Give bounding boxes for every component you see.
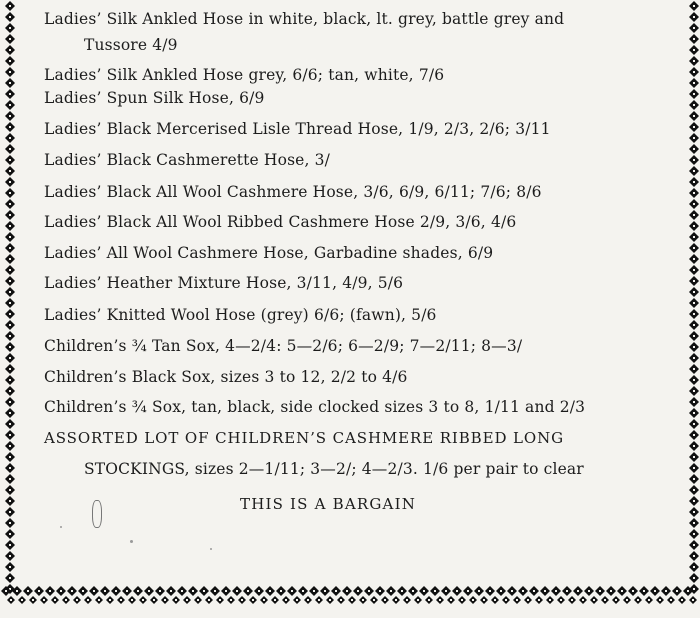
border-diamond-hole [478,590,480,592]
border-diamond-hole [241,599,243,601]
border-diamond-hole [693,93,695,95]
list-item: Ladies’ Heather Mixture Hose, 3/11, 4/9, 5/6 [44,274,404,292]
border-diamond-hole [76,599,78,601]
border-diamond-hole [351,599,353,601]
border-diamond-hole [384,599,386,601]
list-item: Ladies’ Spun Silk Hose, 6/9 [44,89,265,107]
border-diamond-hole [302,590,304,592]
border-diamond-hole [32,599,34,601]
border-diamond-hole [472,599,474,601]
border-diamond-hole [9,434,11,436]
border-diamond-hole [693,555,695,557]
border-diamond-hole [9,555,11,557]
border-diamond-hole [5,590,7,592]
border-diamond-hole [9,258,11,260]
border-diamond-hole [164,599,166,601]
border-diamond-hole [9,71,11,73]
border-diamond-hole [43,599,45,601]
border-diamond-hole [693,456,695,458]
border-diamond-hole [247,590,249,592]
border-diamond-hole [208,599,210,601]
border-diamond-hole [693,115,695,117]
border-diamond-hole [9,27,11,29]
border-diamond-hole [9,170,11,172]
border-diamond-hole [693,126,695,128]
bottom-ornamental-border [0,578,700,610]
border-diamond-hole [181,590,183,592]
border-diamond-hole [693,137,695,139]
border-diamond-hole [693,313,695,315]
border-diamond-hole [687,590,689,592]
border-diamond-hole [445,590,447,592]
border-diamond-hole [412,590,414,592]
border-diamond-hole [483,599,485,601]
border-diamond-hole [643,590,645,592]
border-diamond-hole [693,467,695,469]
border-diamond-hole [307,599,309,601]
border-diamond-hole [9,247,11,249]
border-diamond-hole [9,16,11,18]
border-diamond-hole [610,590,612,592]
border-diamond-hole [505,599,507,601]
border-diamond-hole [544,590,546,592]
list-item: STOCKINGS, sizes 2—1/11; 3—2/; 4—2/3. 1/6 per pair to clear [84,460,584,478]
border-diamond-hole [9,412,11,414]
border-diamond-hole [693,60,695,62]
border-diamond-hole [693,170,695,172]
border-diamond-hole [9,533,11,535]
border-diamond-hole [357,590,359,592]
border-diamond-hole [582,599,584,601]
border-diamond-hole [693,478,695,480]
right-ornamental-border [684,0,700,600]
border-diamond-hole [693,27,695,29]
border-diamond-hole [54,599,56,601]
border-diamond-hole [236,590,238,592]
border-diamond-hole [566,590,568,592]
border-diamond-hole [401,590,403,592]
border-diamond-hole [142,599,144,601]
border-diamond-hole [693,357,695,359]
list-item: Ladies’ Black All Wool Cashmere Hose, 3/6, 6/9, 6/11; 7/6; 8/6 [44,183,542,201]
border-diamond-hole [439,599,441,601]
border-diamond-hole [693,445,695,447]
border-diamond-hole [9,137,11,139]
border-diamond-hole [9,544,11,546]
border-diamond-hole [500,590,502,592]
border-diamond-hole [219,599,221,601]
left-ornamental-border [0,0,16,600]
border-diamond-hole [9,60,11,62]
border-diamond-hole [9,302,11,304]
border-diamond-hole [27,590,29,592]
list-item: Tussore 4/9 [84,36,178,54]
border-diamond-hole [654,590,656,592]
border-diamond-hole [9,236,11,238]
border-diamond-hole [9,115,11,117]
border-diamond-hole [126,590,128,592]
border-diamond-hole [87,599,89,601]
border-diamond-hole [693,346,695,348]
list-item: Ladies’ Black All Wool Ribbed Cashmere Hose 2/9, 3/6, 4/6 [44,213,517,231]
border-diamond-hole [9,49,11,51]
border-diamond-hole [593,599,595,601]
border-diamond-hole [395,599,397,601]
border-diamond-hole [599,590,601,592]
border-diamond-hole [9,181,11,183]
border-diamond-hole [406,599,408,601]
border-diamond-hole [615,599,617,601]
border-diamond-hole [9,346,11,348]
border-diamond-hole [9,203,11,205]
border-diamond-hole [693,203,695,205]
border-diamond-hole [9,335,11,337]
border-diamond-hole [450,599,452,601]
border-diamond-hole [340,599,342,601]
border-diamond-hole [225,590,227,592]
list-item: Ladies’ Silk Ankled Hose in white, black, lt. grey, battle grey and [44,10,565,28]
border-diamond-hole [693,390,695,392]
border-diamond-hole [693,335,695,337]
border-diamond-hole [692,599,694,601]
border-diamond-hole [560,599,562,601]
list-item: Ladies’ Black Cashmerette Hose, 3/ [44,151,331,169]
border-diamond-hole [373,599,375,601]
border-diamond-hole [115,590,117,592]
border-diamond-hole [16,590,18,592]
border-diamond-hole [693,423,695,425]
border-diamond-hole [538,599,540,601]
border-diamond-hole [214,590,216,592]
border-diamond-hole [693,104,695,106]
border-diamond-hole [494,599,496,601]
border-diamond-hole [456,590,458,592]
border-diamond-hole [681,599,683,601]
border-diamond-hole [632,590,634,592]
border-diamond-hole [693,522,695,524]
border-diamond-hole [131,599,133,601]
border-diamond-hole [434,590,436,592]
border-diamond-hole [9,511,11,513]
list-item: Ladies’ Knitted Wool Hose (grey) 6/6; (fawn), 5/6 [44,306,437,324]
border-diamond-hole [417,599,419,601]
border-diamond-hole [9,291,11,293]
border-diamond-hole [230,599,232,601]
list-item: Children’s ¾ Sox, tan, black, side clocked sizes 3 to 8, 1/11 and 2/3 [44,398,586,416]
border-diamond-hole [693,71,695,73]
border-diamond-hole [9,82,11,84]
border-diamond-hole [9,324,11,326]
border-diamond-hole [693,434,695,436]
border-diamond-hole [693,500,695,502]
border-diamond-hole [9,522,11,524]
border-diamond-hole [604,599,606,601]
border-diamond-hole [329,599,331,601]
border-diamond-hole [621,590,623,592]
border-diamond-hole [104,590,106,592]
border-diamond-hole [82,590,84,592]
border-diamond-hole [120,599,122,601]
border-diamond-hole [197,599,199,601]
border-diamond-hole [428,599,430,601]
border-diamond-hole [489,590,491,592]
border-diamond-hole [148,590,150,592]
border-diamond-hole [693,16,695,18]
border-diamond-hole [693,368,695,370]
border-diamond-hole [379,590,381,592]
border-diamond-hole [71,590,73,592]
border-diamond-hole [693,5,695,7]
border-diamond-hole [693,269,695,271]
border-diamond-hole [9,269,11,271]
border-diamond-hole [49,590,51,592]
border-diamond-hole [9,467,11,469]
border-diamond-hole [291,590,293,592]
border-diamond-hole [38,590,40,592]
border-diamond-hole [318,599,320,601]
border-diamond-hole [296,599,298,601]
border-diamond-hole [693,247,695,249]
border-diamond-hole [324,590,326,592]
border-diamond-hole [9,225,11,227]
border-diamond-hole [693,214,695,216]
bargain-headline: THIS IS A BARGAIN [240,495,417,513]
border-diamond-hole [175,599,177,601]
border-diamond-hole [626,599,628,601]
border-diamond-hole [313,590,315,592]
list-item: Children’s ¾ Tan Sox, 4—2/4: 5—2/6; 6—2/9; 7—2/11; 8—3/ [44,337,523,355]
border-diamond-hole [9,5,11,7]
border-diamond-hole [693,49,695,51]
border-diamond-hole [9,500,11,502]
border-diamond-hole [693,544,695,546]
border-diamond-hole [511,590,513,592]
border-diamond-hole [693,401,695,403]
border-diamond-hole [693,533,695,535]
border-diamond-hole [693,379,695,381]
border-diamond-hole [9,313,11,315]
ink-speck [210,548,212,550]
border-diamond-hole [203,590,205,592]
ink-speck [130,540,133,543]
ink-speck [60,526,62,528]
border-diamond-hole [346,590,348,592]
border-diamond-hole [137,590,139,592]
border-diamond-hole [258,590,260,592]
border-diamond-hole [693,82,695,84]
border-diamond-hole [390,590,392,592]
border-diamond-hole [9,93,11,95]
list-item: Children’s Black Sox, sizes 3 to 12, 2/2 to 4/6 [44,368,408,386]
border-diamond-hole [368,590,370,592]
border-diamond-hole [676,590,678,592]
border-diamond-hole [659,599,661,601]
border-diamond-hole [9,566,11,568]
border-diamond-hole [9,401,11,403]
border-diamond-hole [461,599,463,601]
ink-smudge [92,500,102,528]
border-diamond-hole [10,599,12,601]
border-diamond-hole [577,590,579,592]
border-diamond-hole [9,489,11,491]
border-diamond-hole [693,412,695,414]
border-diamond-hole [9,126,11,128]
border-diamond-hole [9,423,11,425]
border-diamond-hole [335,590,337,592]
border-diamond-hole [693,225,695,227]
border-diamond-hole [170,590,172,592]
border-diamond-hole [693,258,695,260]
border-diamond-hole [693,489,695,491]
border-diamond-hole [693,181,695,183]
border-diamond-hole [9,357,11,359]
border-diamond-hole [9,159,11,161]
border-diamond-hole [527,599,529,601]
border-diamond-hole [533,590,535,592]
list-item: Ladies’ Silk Ankled Hose grey, 6/6; tan, white, 7/6 [44,66,445,84]
border-diamond-hole [467,590,469,592]
border-diamond-hole [693,236,695,238]
border-diamond-hole [693,302,695,304]
border-diamond-hole [93,590,95,592]
border-diamond-hole [9,368,11,370]
border-diamond-hole [285,599,287,601]
border-diamond-hole [693,192,695,194]
border-diamond-hole [693,159,695,161]
border-diamond-hole [693,291,695,293]
border-diamond-hole [588,590,590,592]
border-diamond-hole [516,599,518,601]
border-diamond-hole [648,599,650,601]
border-diamond-hole [571,599,573,601]
border-diamond-hole [9,445,11,447]
border-diamond-hole [522,590,524,592]
border-diamond-hole [9,104,11,106]
border-diamond-hole [159,590,161,592]
border-diamond-hole [153,599,155,601]
border-diamond-hole [637,599,639,601]
border-diamond-hole [252,599,254,601]
border-diamond-hole [670,599,672,601]
border-diamond-hole [549,599,551,601]
border-diamond-hole [65,599,67,601]
list-item: Ladies’ All Wool Cashmere Hose, Garbadine shades, 6/9 [44,244,494,262]
border-diamond-hole [9,379,11,381]
border-diamond-hole [9,214,11,216]
border-diamond-hole [269,590,271,592]
border-diamond-hole [362,599,364,601]
border-diamond-hole [9,148,11,150]
border-diamond-hole [9,390,11,392]
border-diamond-hole [9,38,11,40]
list-item: ASSORTED LOT OF CHILDREN’S CASHMERE RIBBED LONG [44,429,565,447]
border-diamond-hole [555,590,557,592]
border-diamond-hole [423,590,425,592]
border-diamond-hole [9,192,11,194]
border-diamond-hole [9,456,11,458]
list-item: Ladies’ Black Mercerised Lisle Thread Hose, 1/9, 2/3, 2/6; 3/11 [44,120,551,138]
border-diamond-hole [274,599,276,601]
border-diamond-hole [693,280,695,282]
border-diamond-hole [693,148,695,150]
border-diamond-hole [263,599,265,601]
border-diamond-hole [693,511,695,513]
border-diamond-hole [109,599,111,601]
border-diamond-hole [280,590,282,592]
border-diamond-hole [9,478,11,480]
border-diamond-hole [60,590,62,592]
border-diamond-hole [192,590,194,592]
border-diamond-hole [9,280,11,282]
border-diamond-hole [693,324,695,326]
border-diamond-hole [98,599,100,601]
border-diamond-hole [186,599,188,601]
border-diamond-hole [21,599,23,601]
border-diamond-hole [693,38,695,40]
border-diamond-hole [693,566,695,568]
border-diamond-hole [665,590,667,592]
